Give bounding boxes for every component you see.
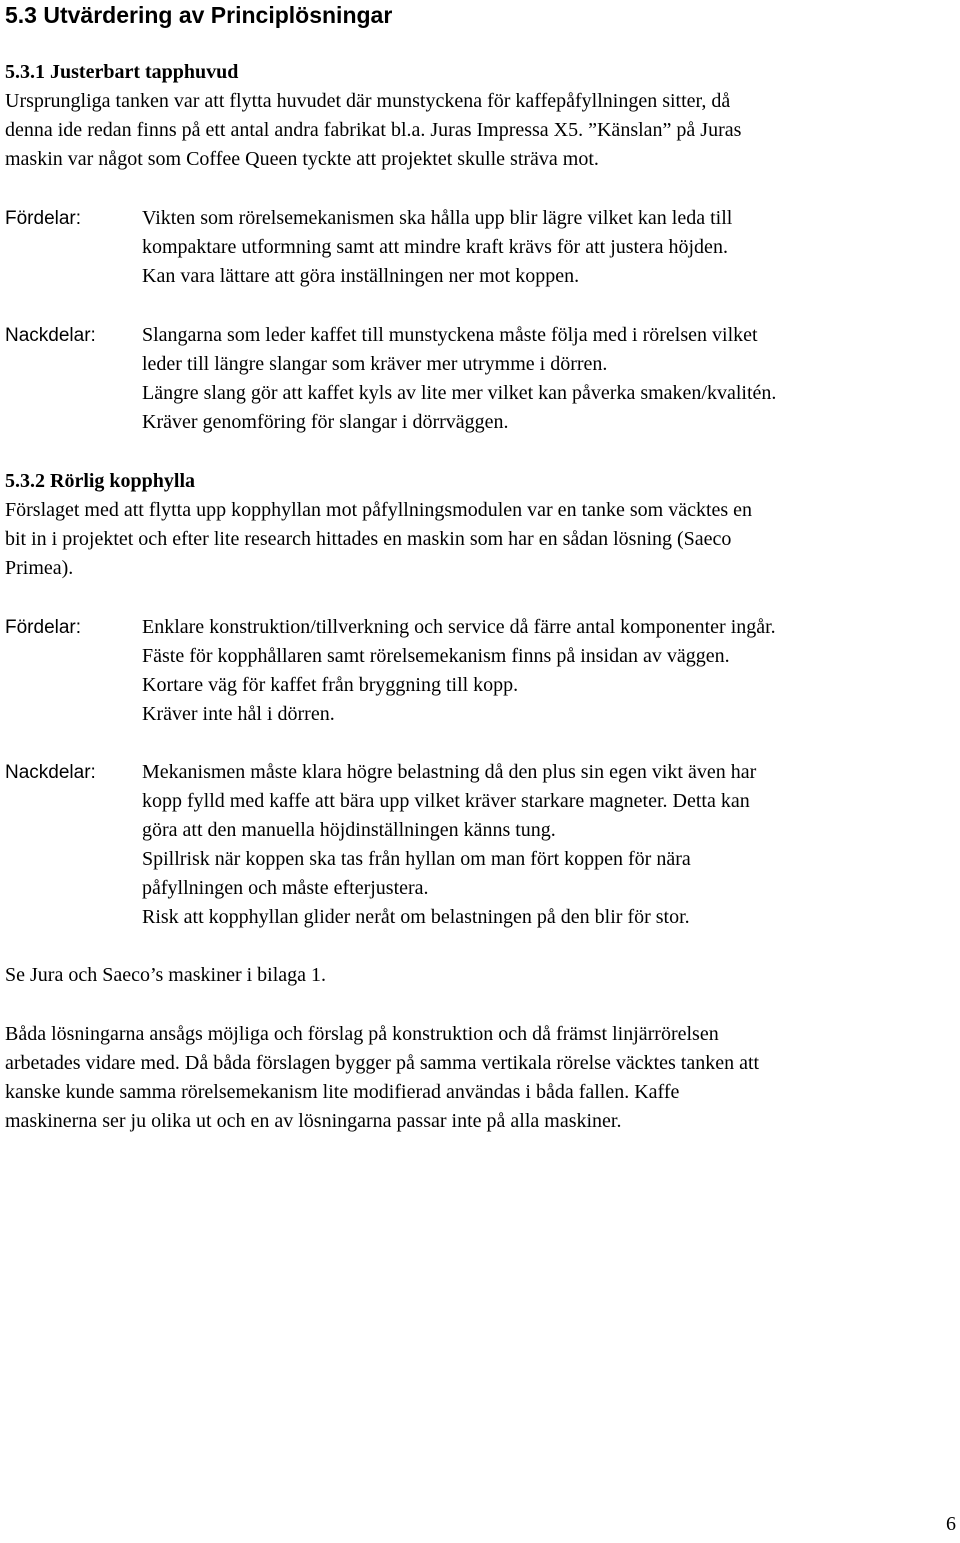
paragraph-line: Ursprungliga tanken var att flytta huvudet där munstyckena för kaffepåfyllningen sitter, då bbox=[5, 90, 731, 112]
pros-item: kompaktare utformning samt att mindre kraft krävs för att justera höjden. bbox=[142, 236, 728, 258]
pros-item: Fäste för kopphållaren samt rörelsemekanism finns på insidan av väggen. bbox=[142, 645, 730, 667]
pros-label: Fördelar: bbox=[5, 617, 82, 638]
cons-item: Risk att kopphyllan glider neråt om belastningen på den blir för stor. bbox=[142, 906, 690, 928]
subsection-5-3-2 bbox=[5, 467, 955, 583]
cons-item: Längre slang gör att kaffet kyls av lite mer vilket kan påverka smaken/kvalitén. bbox=[142, 382, 777, 404]
section-title: 5.3 Utvärdering av Principlösningar bbox=[5, 2, 393, 28]
cons-item: kopp fylld med kaffe att bära upp vilket kräver starkare magneter. Detta kan bbox=[142, 790, 750, 812]
paragraph-line: maskin var något som Coffee Queen tyckte att projektet skulle sträva mot. bbox=[5, 148, 599, 170]
cons-item: Spillrisk när koppen ska tas från hyllan om man fört koppen för nära bbox=[142, 848, 691, 870]
pros-item: Kortare väg för kaffet från bryggning till kopp. bbox=[142, 674, 519, 696]
paragraph-line: bit in i projektet och efter lite research hittades en maskin som har en sådan lösning (Saeco bbox=[5, 528, 732, 550]
pros-label: Fördelar: bbox=[5, 208, 82, 229]
subsection-heading: 5.3.2 Rörlig kopphylla bbox=[5, 470, 196, 492]
cons-label: Nackdelar: bbox=[5, 325, 96, 346]
cons-item: påfyllningen och måste efterjustera. bbox=[142, 877, 429, 899]
cons-item: Kräver genomföring för slangar i dörrväggen. bbox=[142, 411, 509, 433]
pros-item: Kräver inte hål i dörren. bbox=[142, 703, 335, 725]
pros-item: Kan vara lättare att göra inställningen ner mot koppen. bbox=[142, 265, 580, 287]
cons-item: göra att den manuella höjdinställningen känns tung. bbox=[142, 819, 556, 841]
paragraph-line: Båda lösningarna ansågs möjliga och förslag på konstruktion och då främst linjärrörelsen bbox=[5, 1023, 719, 1045]
paragraph-line: maskinerna ser ju olika ut och en av lösningarna passar inte på alla maskiner. bbox=[5, 1110, 622, 1132]
appendix-note: Se Jura och Saeco’s maskiner i bilaga 1. bbox=[5, 964, 327, 986]
pros-item: Enklare konstruktion/tillverkning och service då färre antal komponenter ingår. bbox=[142, 616, 776, 638]
subsection-heading: 5.3.1 Justerbart tapphuvud bbox=[5, 61, 239, 83]
pros-item: Vikten som rörelsemekanismen ska hålla upp blir lägre vilket kan leda till bbox=[142, 207, 733, 229]
paragraph-line: Förslaget med att flytta upp kopphyllan mot påfyllningsmodulen var en tanke som väcktes en bbox=[5, 499, 753, 521]
cons-item: leder till längre slangar som kräver mer utrymme i dörren. bbox=[142, 353, 608, 375]
cons-label: Nackdelar: bbox=[5, 762, 96, 783]
conclusion-paragraph bbox=[5, 1020, 955, 1136]
paragraph-line: kanske kunde samma rörelsemekanism lite modifierad användas i båda fallen. Kaffe bbox=[5, 1081, 680, 1103]
cons-item: Mekanismen måste klara högre belastning då den plus sin egen vikt även har bbox=[142, 761, 757, 783]
page-number: 6 bbox=[946, 1513, 956, 1535]
paragraph-line: denna ide redan finns på ett antal andra fabrikat bl.a. Juras Impressa X5. ”Känslan” på Juras bbox=[5, 119, 742, 141]
paragraph-line: arbetades vidare med. Då båda förslagen bygger på samma vertikala rörelse väcktes tanken att bbox=[5, 1052, 760, 1074]
subsection-5-3-1 bbox=[5, 58, 955, 174]
cons-item: Slangarna som leder kaffet till munstyckena måste följa med i rörelsen vilket bbox=[142, 324, 758, 346]
paragraph-line: Primea). bbox=[5, 557, 74, 579]
